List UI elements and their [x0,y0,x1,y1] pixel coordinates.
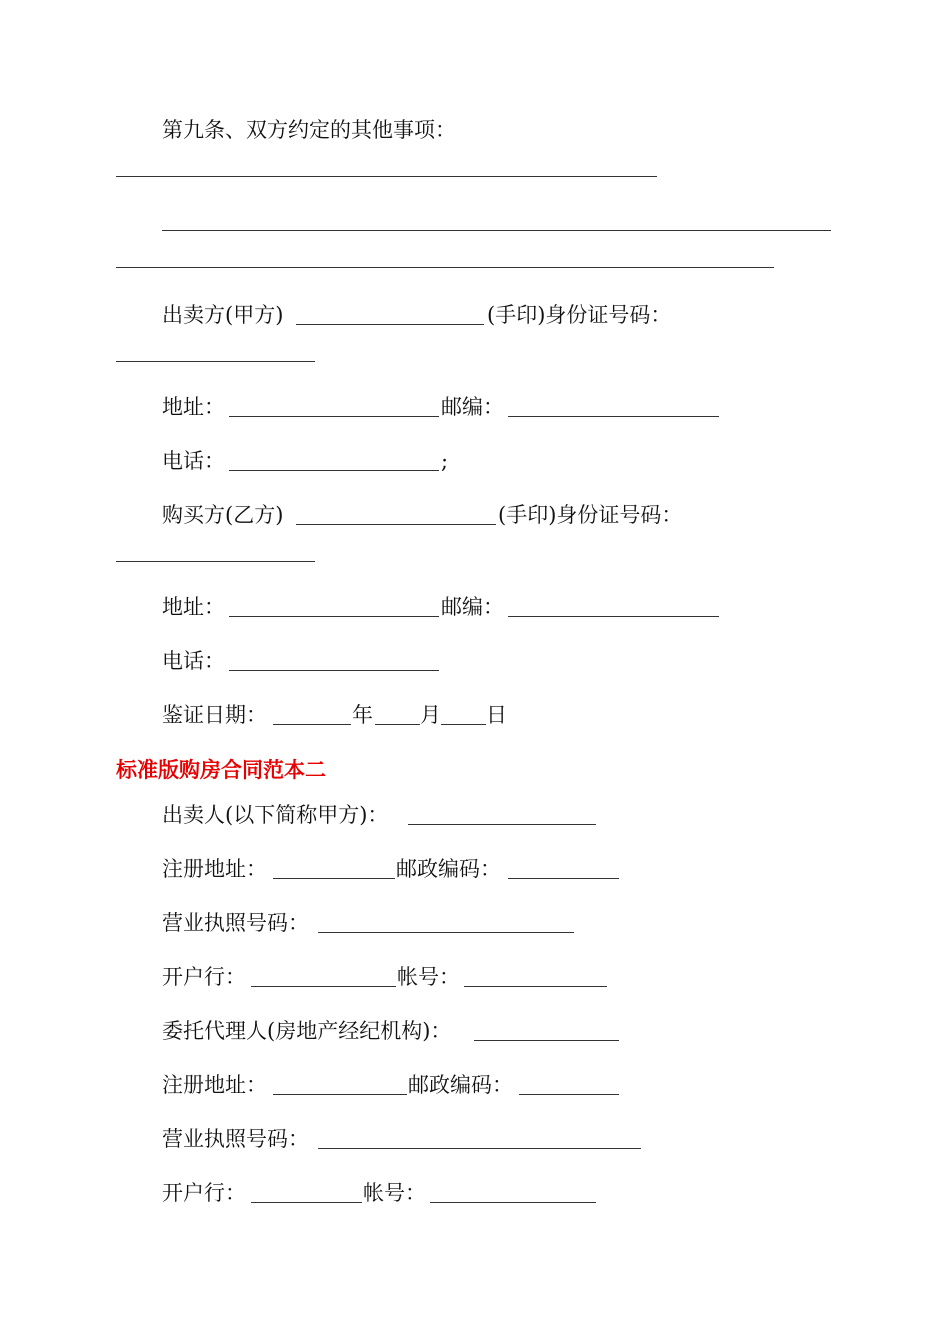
s2-account-label: 帐号： [397,965,460,989]
seller-id-blank[interactable] [116,361,315,362]
certify-day-blank[interactable] [441,724,486,725]
buyer-label: 购买方(乙方) [162,503,284,527]
s2-agent-reg-address-blank[interactable] [273,1094,407,1095]
seller-zip-label: 邮编： [441,395,504,419]
buyer-address-blank[interactable] [229,616,439,617]
s2-agent-postcode-label: 邮政编码： [408,1073,513,1097]
buyer-name-blank[interactable] [296,524,496,525]
certify-year-blank[interactable] [273,724,351,725]
s2-agent-reg-address-label: 注册地址： [162,1073,267,1097]
certify-month-blank[interactable] [375,724,420,725]
s2-agent-bank-blank[interactable] [251,1202,362,1203]
s2-license-blank[interactable] [318,932,574,933]
s2-bank-blank[interactable] [251,986,396,987]
buyer-id-blank[interactable] [116,561,315,562]
s2-agent-blank[interactable] [474,1040,619,1041]
article-9-blank-line-2[interactable] [162,230,831,231]
seller-phone-blank[interactable] [229,470,439,471]
s2-agent-postcode-blank[interactable] [519,1094,619,1095]
seller-name-blank[interactable] [296,324,484,325]
s2-reg-address-blank[interactable] [273,878,395,879]
certify-year-label: 年 [352,703,373,727]
buyer-phone-label: 电话： [162,649,225,673]
section-2-heading: 标准版购房合同范本二 [116,758,326,782]
s2-postcode-label: 邮政编码： [396,857,501,881]
certify-date-label: 鉴证日期： [162,703,267,727]
seller-address-label: 地址： [162,395,225,419]
s2-seller-blank[interactable] [408,824,596,825]
certify-month-label: 月 [420,703,441,727]
s2-postcode-blank[interactable] [508,878,619,879]
article-9-blank-line-3[interactable] [116,267,774,268]
buyer-id-label: (手印)身份证号码： [498,503,683,527]
s2-reg-address-label: 注册地址： [162,857,267,881]
seller-zip-blank[interactable] [508,416,719,417]
article-9-title: 第九条、双方约定的其他事项： [162,118,456,142]
s2-agent-account-label: 帐号： [363,1181,426,1205]
seller-label: 出卖方(甲方) [162,303,284,327]
s2-account-blank[interactable] [464,986,607,987]
s2-agent-license-blank[interactable] [318,1148,641,1149]
s2-agent-account-blank[interactable] [430,1202,596,1203]
seller-phone-label: 电话： [162,449,225,473]
s2-agent-label: 委托代理人(房地产经纪机构)： [162,1019,452,1043]
s2-bank-label: 开户行： [162,965,246,989]
buyer-phone-blank[interactable] [229,670,439,671]
seller-address-blank[interactable] [229,416,439,417]
s2-agent-bank-label: 开户行： [162,1181,246,1205]
buyer-zip-blank[interactable] [508,616,719,617]
seller-id-label: (手印)身份证号码： [487,303,672,327]
buyer-address-label: 地址： [162,595,225,619]
seller-phone-end: ; [441,449,449,473]
s2-seller-label: 出卖人(以下简称甲方)： [162,803,389,827]
article-9-blank-line-1[interactable] [116,176,657,177]
s2-license-label: 营业执照号码： [162,911,309,935]
certify-day-label: 日 [486,703,507,727]
buyer-zip-label: 邮编： [441,595,504,619]
s2-agent-license-label: 营业执照号码： [162,1127,309,1151]
